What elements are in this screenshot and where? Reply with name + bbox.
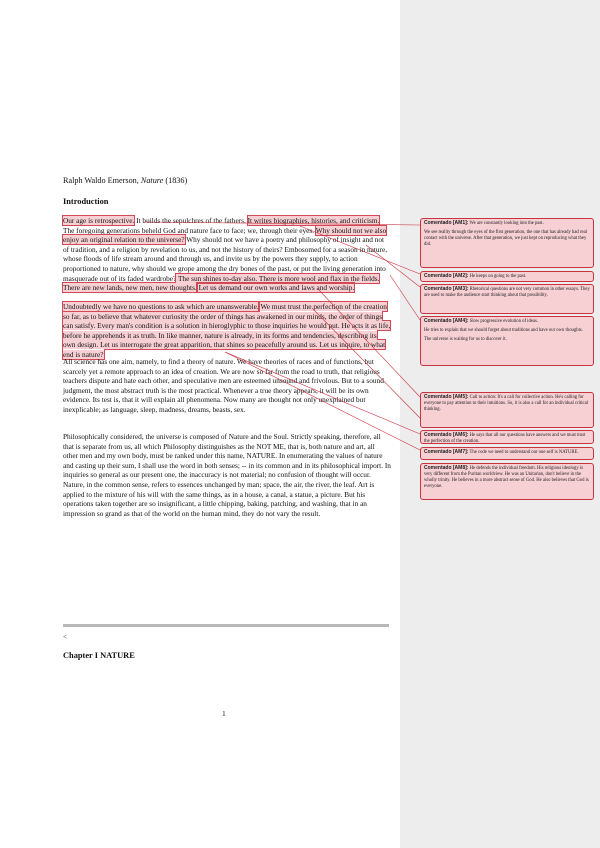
comment-label: Comentado [AM6]: [424,432,469,438]
comment-text: Rhetorical questions are not very common in other essays. They are used to make the audience start thinking about that possibility. [424,287,590,299]
comment-anchor-5[interactable]: Let us demand our own works and laws and worship. [196,283,355,293]
paragraph-4: Philosophically considered, the universe is composed of Nature and the Soul. Strictly speaking, therefore, all that is separate from us, all which Philosophy distinguishes as the NOT ME, that is, both nature and art, all other men and my own body, must be ranked under this name, NATURE. In enumerating the values of nature and casting up their sum, I shall use the word in both senses; -- in its common and in its philosophical import. In inquiries so general as our present one, the inaccuracy is not material; no confusion of thought will occur. Nature, in the common sense, refers to essences unchanged by man; space, the air, the river, the leaf. Art is applied to the mixture of his will with the same things, as in a house, a canal, a statue, a picture. But his operations taken together are so insignificant, a little chipping, baking, patching, and washing, that in an impression so grand as that of the world on the human mind, they do not vary the result. [63,432,391,518]
comment-text: He keeps on going to the past. [468,274,527,279]
comment-text: He defends the individual freedom. His religious ideology is very different from the Puritan worldview. He was an Unitarian, don't believe in the wholly trinity. He believes in a more abstract sense of God. He also believes that God is everyone. [424,466,589,490]
comment-label: Comentado [AM7]: [424,449,469,455]
chapter-heading: Chapter I NATURE [63,651,135,660]
comment-anchor-6[interactable]: Undoubtedly we have no questions to ask which are unanswerable. [63,302,259,311]
byline-author: Ralph Waldo Emerson, [63,176,141,185]
horizontal-rule [63,624,389,627]
byline-title: Nature [140,176,164,185]
comment-anchor-7[interactable]: We must trust the perfection of the creation so far, as to believe that whatever curiosity the order of things has awakened in our minds, the order of things can satisfy. Every man's condition is a solution in hieroglyphic to those inquiries he would put. He acts it as life, before he apprehends it as truth. In like manner, nature is already, in its forms and tendencies, describing its own design. Let us interrogate the great apparition, that shines so peacefully around us. Let us inquire, to what end is nature? [63,302,391,359]
comment-text: Slow progressive evolution of ideas. [468,319,538,324]
section-heading: Introduction [63,197,109,206]
byline-year: (1836) [163,176,188,185]
comment-balloon-4[interactable] [420,316,594,366]
comment-anchor-2[interactable]: It writes biographies, histories, and criticism. [247,216,380,225]
comment-anchor-1[interactable]: Our age is retrospective. [63,216,135,225]
page-number: 1 [222,709,226,718]
comment-balloon-8[interactable] [420,463,594,500]
comment-label: Comentado [AM3]: [424,286,469,292]
comment-label: Comentado [AM2]: [424,273,469,279]
text-span: The foregoing generations beheld God and nature face to face; we, through their eyes. [63,225,316,235]
comment-balloon-1[interactable] [420,218,594,268]
comment-text: Call to action: It's a call for collective action. He's calling for everyone to pay attention to their intuitions. So, it is also a call for an individual critical thinking. [424,395,589,413]
comment-label: Comentado [AM1]: [424,220,469,226]
comment-text: He tries to explain that we should forget about traditions and have our own thoughts. [424,328,583,334]
comment-balloon-3[interactable] [420,284,594,314]
comment-text: We see reality through the eyes of the first generation, the one that has already had real contact with the universe. After that generation, we just kept on reproducing what they did. [424,230,587,248]
comment-balloon-2[interactable] [420,271,594,282]
comment-balloon-7[interactable] [420,447,594,460]
comment-text: We are constantly looking into the past. [468,221,544,226]
comment-label: Comentado [AM5]: [424,394,469,400]
text-span: Why should not we have a poetry and philosophy of insight and not of tradition, and a religion by revelation to us, and not the history of theirs? Embosomed for a season in nature, whose floods of life stream around and through us, and invite us by the powers they supply, to action proportioned to nature, why should we grope among the dry bones of the past, or put the living generation into masquerade out of its faded wardrobe? [63,235,388,283]
comment-text: He says that all our questions have answers and we must trust the perfection of the creation. [424,433,586,445]
comment-text: The universe is waiting for us to discover it. [424,337,507,343]
comment-text: The code we need to understand our one self is NATURE. [468,450,579,455]
comment-anchor-4[interactable]: The sun shines to-day also. There is more wool and flax in the fields. There are new lands, new men, new thoughts. [63,273,380,293]
paragraph-2 [63,302,391,360]
comment-label: Comentado [AM4]: [424,318,469,324]
comments-column [420,0,596,848]
paragraph-3: All science has one aim, namely, to find a theory of nature. We have theories of races and of functions, but scarcely yet a remote approach to an idea of creation. We are now so far from the road to truth, that religious teachers dispute and hate each other, and speculative men are esteemed unsound and frivolous. But to a sound judgment, the most abstract truth is the most practical. Whenever a true theory appears, it will be its own evidence. Its test is, that it will explain all phenomena. Now many are thought not only unexplained but inexplicable; as language, sleep, madness, dreams, beasts, sex. [63,357,384,414]
text-span: It builds the sepulchres of the fathers. [134,216,248,225]
comment-anchor-3[interactable]: Why should not we also enjoy an original relation to the universe? [63,225,387,245]
comment-label: Comentado [AM8]: [424,465,469,471]
comment-balloon-6[interactable] [420,430,594,444]
byline [63,176,187,185]
text-stub: < [63,633,68,641]
paragraph-1 [63,216,391,293]
comment-balloon-5[interactable] [420,392,594,428]
